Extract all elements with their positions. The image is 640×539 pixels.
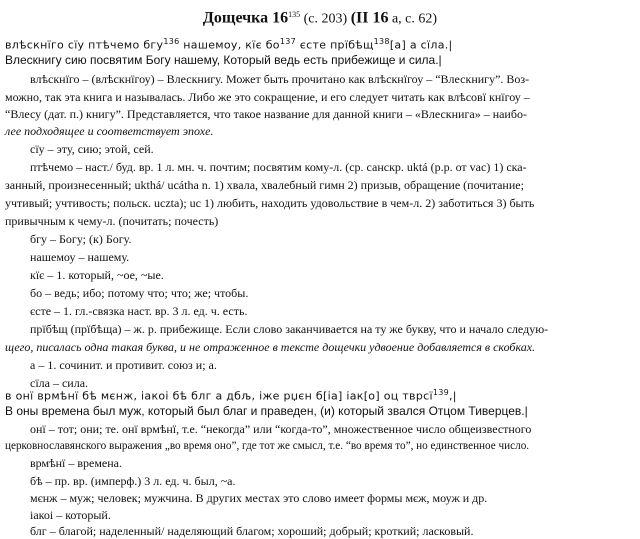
archive-ref-page: а, с. 62) — [388, 11, 438, 27]
gloss-line: бо – ведь; ибо; потому что; что; же; чтобы. — [30, 286, 249, 300]
gloss-line: врмѣнї – времена. — [30, 456, 123, 470]
gloss-line: птѣчемо – наст./ буд. вр. 1 л. мн. ч. почтим; посвятим кому-л. (ср. санскр. uktá (р.р. от vac) 1) ска- — [30, 160, 527, 174]
gloss-line: бгу – Богу; (к) Богу. — [30, 232, 132, 246]
gloss-line: влѣскнїго – (влѣскнїгоу) – Влескнигу. Может быть прочитано как влѣскнїгоу – “Влескнигу”. Воз- — [30, 72, 530, 86]
gloss-line: єсте – 1. гл.-связка наст. вр. 3 л. ед. ч. есть. — [30, 304, 248, 318]
gloss-line: іакоі – который. — [30, 508, 111, 522]
gloss-line: нашемоу – нашему. — [30, 250, 130, 264]
gloss-line: привычным к чему-л. (почитать; почесть) — [5, 214, 219, 228]
page-ref: (с. 203) — [300, 11, 351, 27]
gloss-line: можно, так эта книга и называлась. Либо же это сокращение, и его следует читать как влѣсовї кнїгоу – — [5, 90, 530, 104]
translation-line-1: Влескнигу сию посвятим Богу нашему, Который ведь есть прибежище и сила.| — [5, 53, 442, 67]
gloss-line: занный, произнесенный; ukthá/ ucátha n. 1) хвала, хвалебный гимн 2) призыв, обращение (почитание; — [5, 178, 524, 192]
footnote-ref: 138 — [373, 37, 390, 46]
tablet-title: Дощечка 16 — [202, 9, 289, 27]
gloss-line: “Влесу (дат. п.) книгу”. Представляется, что такое название для данной книги – «Влескнига» – наибо- — [5, 107, 527, 121]
gloss-line: а – 1. сочинит. и противит. союз и; а. — [30, 358, 217, 372]
footnote-ref: 136 — [163, 37, 180, 46]
gloss-line: прїбѣщ (прїбѣща) – ж. р. прибежище. Если слово заканчивается на ту же букву, что и начало следую- — [30, 322, 549, 336]
source-line-2: в онї врмѣнї бѣ мєнж, іакоі бѣ блг а дбљ, іже рџєн б[іа] іак[о] оц тврсї$^{139}$,| — [5, 388, 457, 403]
gloss-line: щего, писалась одна такая буква, и не отраженное в тексте дощечки удвоение добавляется в скобках. — [5, 340, 536, 354]
archive-ref: (II 16 — [350, 9, 389, 27]
gloss-line: онї – тот; они; те. онї врмѣнї, т.е. “некогда” или “когда-то”, множественное число общеизвестного — [30, 422, 532, 436]
source-line-1: влѣскнїго сїу птѣчемо бгу$^{136}$ нашемоу, кїє $бо^{137}$ єсте прїбѣщ$^{138}$[а] а сїла.| — [5, 37, 453, 52]
gloss-line: мєнж – муж; человек; мужчина. В других местах это слово имеет формы мєж, моуж и др. — [30, 491, 488, 505]
gloss-line: кїє – 1. который, ~ое, ~ые. — [30, 268, 164, 282]
gloss-line: церковнославянского выражения „во время оно”, где тот же смысл, т.е. “во время то”, но единственное число. — [5, 440, 530, 452]
footnote-ref: 139 — [432, 388, 450, 397]
gloss-line: учтивый; учтивость; польск. uczta); uc 1) любить, находить удовольствие в чем-л. 2) заботиться 3) быть — [5, 196, 535, 210]
translation-line-2: В оны времена был муж, который был благ и праведен, (и) который звался Отцом Тиверцев.| — [5, 404, 528, 418]
gloss-line: лее подходящее и соответствует эпохе. — [5, 124, 214, 138]
footnote-ref: 137 — [279, 37, 297, 46]
gloss-line: блг – благой; наделенный/ наделяющий благом; хороший; добрый; кроткий; ласковый. — [30, 524, 474, 538]
footnote-ref: 135 — [288, 10, 301, 19]
gloss-line: бѣ – пр. вр. (имперф.) 3 л. ед. ч. был, ~а. — [30, 474, 236, 488]
gloss-line: сїла – сила. — [30, 376, 89, 390]
page-title — [0, 6, 640, 29]
gloss-line: сїу – эту, сию; этой, сей. — [30, 142, 154, 156]
